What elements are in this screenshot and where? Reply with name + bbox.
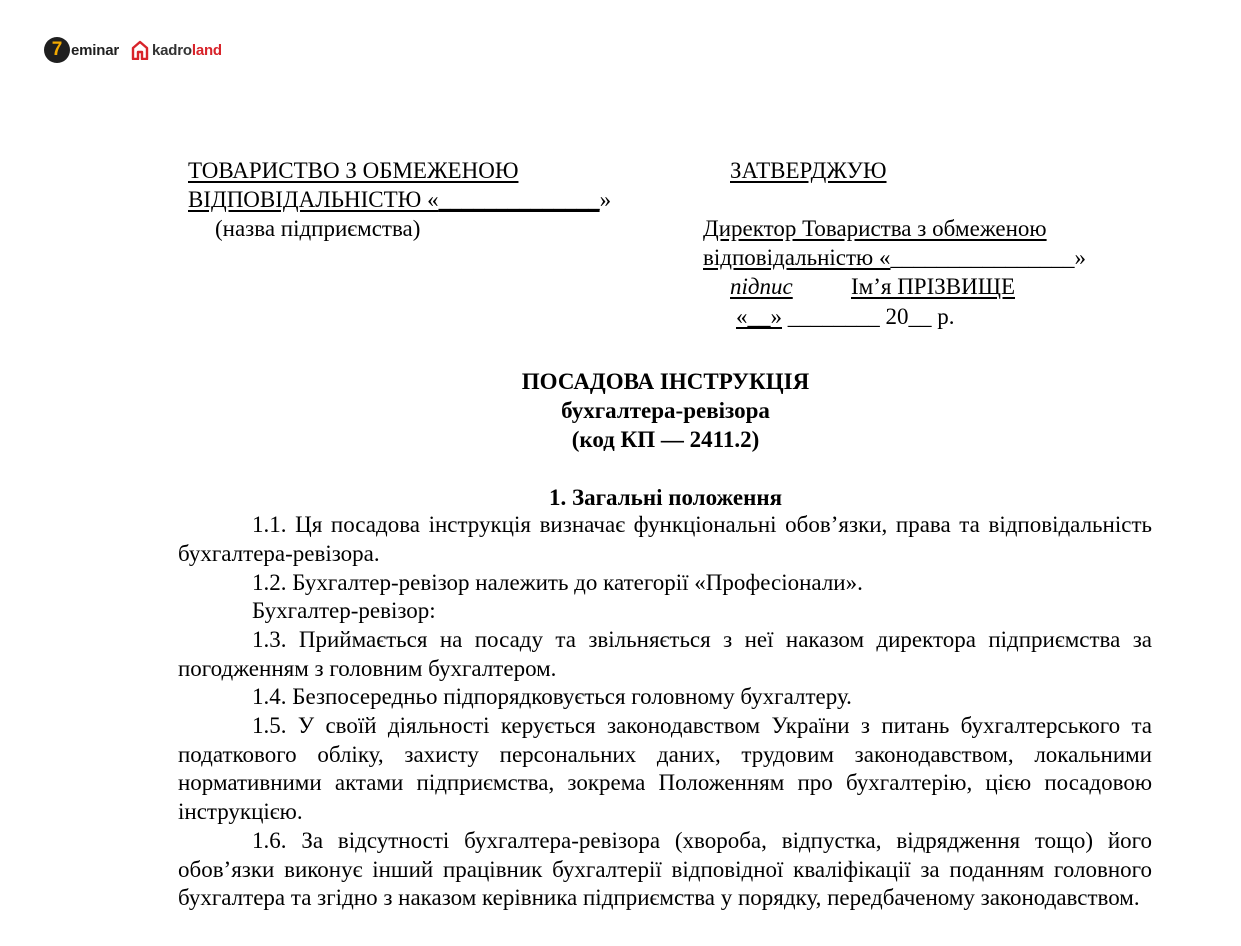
- logo-bar: [44, 36, 222, 64]
- director-company-close-quote: »: [1074, 245, 1086, 270]
- document-title: ПОСАДОВА ІНСТРУКЦІЯ: [521, 369, 810, 394]
- director-company-blank: ________________: [890, 245, 1075, 270]
- company-type-line2: ВІДПОВІДАЛЬНІСТЮ «: [188, 187, 439, 212]
- kadroland-house-icon: [131, 40, 149, 60]
- paragraph-1-6: 1.6. За відсутності бухгалтера-ревізора (хвороба, відпустка, відрядження тощо) його обов’язки виконує інший працівник бухгалтерії відповідної кваліфікації за поданням головного бухгалтера та згідно з наказом керівника підприємства у порядку, передбаченому законодавством.: [178, 828, 1152, 911]
- company-name-close-quote: »: [599, 187, 612, 212]
- director-line1: Директор Товариства з обмеженою: [703, 216, 1047, 241]
- date-rest: ________ 20__ р.: [782, 304, 955, 329]
- company-name-blank: ______________: [438, 187, 600, 212]
- company-type-line1: ТОВАРИСТВО З ОБМЕЖЕНОЮ: [188, 158, 519, 183]
- paragraph-1-1: 1.1. Ця посадова інструкція визначає функціональні обов’язки, права та відповідальність бухгалтера-ревізора.: [178, 512, 1152, 566]
- document-subtitle: бухгалтера-ревізора: [561, 398, 770, 423]
- director-company-text: відповідальністю «: [703, 245, 891, 270]
- document-code: (код КП — 2411.2): [571, 427, 760, 452]
- section-heading: 1. Загальні положення: [548, 485, 783, 510]
- paragraph-1-4: 1.4. Безпосередньо підпорядковується головному бухгалтеру.: [252, 684, 852, 709]
- director-name: Ім’я ПРІЗВИЩЕ: [851, 274, 1015, 299]
- kadroland-logo: [131, 40, 222, 60]
- approval-date: [736, 302, 955, 331]
- date-day-quote: «__»: [736, 304, 782, 329]
- approve-label: ЗАТВЕРДЖУЮ: [730, 158, 887, 183]
- paragraph-1-3: 1.3. Приймається на посаду та звільняється з неї наказом директора підприємства за погодженням з головним бухгалтером.: [178, 627, 1152, 681]
- paragraph-1-5: 1.5. У своїй діяльності керується законодавством України з питань бухгалтерського та податкового обліку, захисту персональних даних, трудовим законодавством, локальними нормативними актами підприємства, зокрема Положенням про бухгалтерію, цією посадовою інструкцією.: [178, 713, 1152, 825]
- signature-label: підпис: [730, 274, 793, 299]
- paragraph-role-label: Бухгалтер-ревізор:: [252, 598, 436, 623]
- paragraph-1-2: 1.2. Бухгалтер-ревізор належить до категорії «Професіонали».: [252, 570, 863, 595]
- director-line2: [703, 243, 1086, 272]
- seminar-logo: [44, 37, 119, 63]
- seminar-logo-icon: 7: [44, 37, 70, 63]
- company-name-caption: (назва підприємства): [215, 216, 421, 241]
- seminar-logo-text: eminar: [71, 41, 119, 59]
- company-name-line: [188, 185, 611, 214]
- kadroland-logo-text: kadroland: [152, 41, 222, 59]
